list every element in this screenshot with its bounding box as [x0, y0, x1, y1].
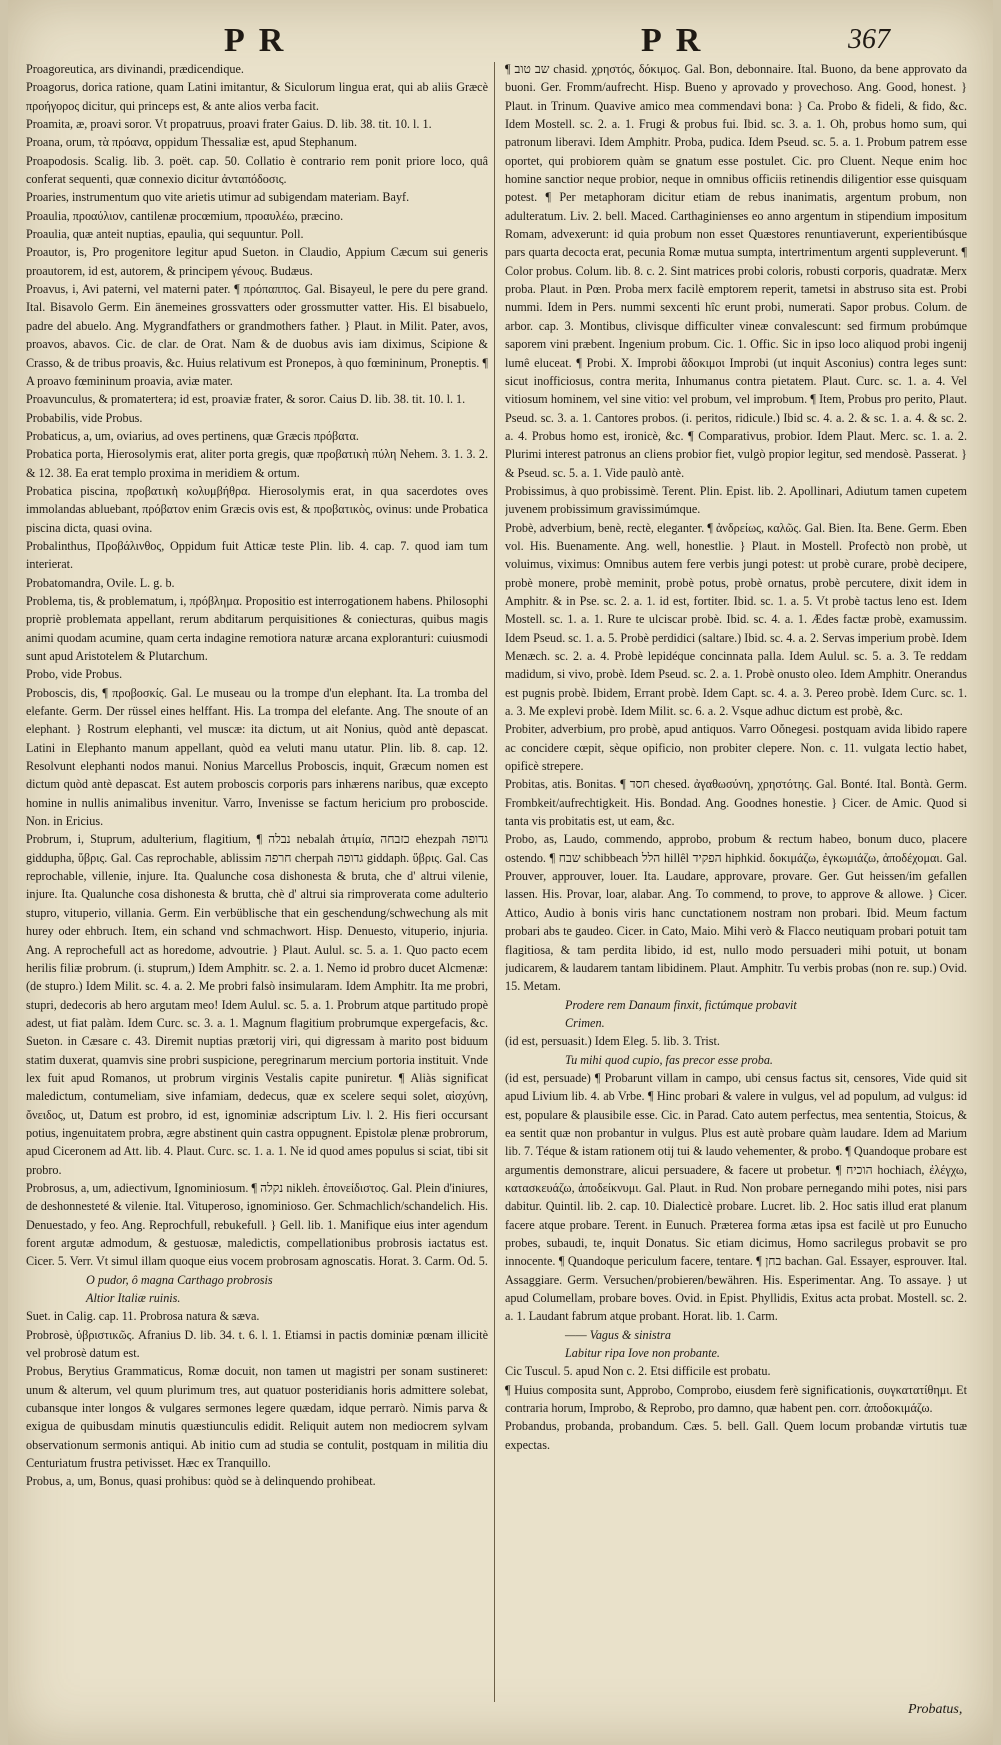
dictionary-entry: Probatica piscina, προβατικὴ κολυμβήθρα. Hierosolymis erat, in qua sacerdotes oves immolandas abluebant, πρόβατον enim Græcis ovis est, & προβατικὸς, ovinus: unde Probatica piscina dicta, quasi ovina. — [26, 483, 488, 535]
dictionary-entry: Proaulia, προαύλιον, cantilenæ procœmium, προαυλέω, præcino. — [26, 208, 344, 223]
dictionary-entry: Proautor, is, Pro progenitore legitur apud Sueton. in Claudio, Appium Cæcum sui generis proautorem, id est, autorem, & principem γένους. Budæus. — [26, 245, 488, 278]
page-header — [8, 8, 993, 58]
verse-line: Altior Italiæ ruinis. — [86, 1291, 181, 1306]
dictionary-entry: Proapodosis. Scalig. lib. 3. poët. cap. 50. Collatio è contrario rem ponit priore loco, quâ conferat sequenti, quæ connexio dicitur ἀνταπόδοσις. — [26, 153, 488, 187]
dictionary-entry: ¶ Huius composita sunt, Approbo, Comprobo, eiusdem ferè significationis, συγκατατίθημι. Et contraria horum, Improbo, & Reprobo, pro damno, quæ habent pen. corr. ἀποδοκιμάζω. — [505, 1382, 967, 1416]
dictionary-entry: Proavus, i, Avi paterni, vel materni pater. ¶ πρόπαππος. Gal. Bisayeul, le pere du pere grand. Ital. Bisavolo Germ. Ein änemeines grossvatters oder grossmutter vatter. His. El bisabuelo, padre del abuelo. Ang. Mygrandfathers or grandmothers father. } Plaut. in Milit. Pater, avos, proavos, abavos. Cic. de clar. de Orat. Nam & de duobus avis iam diximus, Scipione & Crasso, & de tribus proavis, &c. Huius relativum est Pronepos, à quo fœmininum, Proneptis. ¶ A proavo fœmininum proavia, aviæ mater. — [26, 282, 488, 388]
dictionary-entry: Probus, Berytius Grammaticus, Romæ docuit, non tamen ut magistri per sonam sustineret: unum & alterum, vel quum plurimum tres, aut quatuor posteridianis horis admittere solebat, cubansque inter longos & vulgares sermones legere quædam, idque perrarò. Nimis parva & exigua de quibusdam minutis quæstiunculis edidit. Reliquit autem non mediocrem sylvam observationum sermonis antiqui. Ab initio cum ad studia se contulit, postquam in militia diu Centuriatum frustra petivisset. Hæc ex Tranquillo. — [26, 1364, 488, 1471]
dictionary-page — [8, 0, 993, 1745]
dictionary-entry: ¶ שב טוב chasid. χρηστός, δόκιμος. Gal. Bon, debonnaire. Ital. Buono, da bene approvato da buoni. Ger. Fromm/aufrecht. Hisp. Bueno y aprovado y provechoso. Ang. Good, honest. } Plaut. in Trinum. Quavive amico mea commendavi bona: } Ca. Probo & fideli, & fido, &c. Idem Mostell. sc. 2. a. 1. Frugi & probus fui. Ibid. sc. 3. a. 1. Oh, probus homo sum, qui patronum liberavi. Idem Amphitr. Proba, pudica. Idem Pseud. sc. 5. a. 1. Probum patrem esse oportet, qui probiorem quàm se gnatum esse postulet. Cic. pro Cluent. Neque enim hoc homine sanctior neque probior, neque in omnibus officiis retinendis diligentior esse quisquam potest. ¶ Per metaphoram dicitur etiam de rebus inanimatis, argentum probum, non adulteratum. Liv. 2. bell. Maced. Carthaginienses eo anno argentum in stipendium impositum Romam, advexerunt: id quia probum non esset Quæstores renuntiaverunt, experientibúsque pars quarta decocta erat, pecunia Romæ mutua sumpta, intertrimentum argenti suppleverunt. ¶ Color probus. Colum. lib. 8. c. 2. Sint matrices probi coloris, robusti corporis, quadratæ. Merx proba. Plaut. in Pœn. Proba merx facilè emptorem reperit, tametsi in abstruso sita est. Probi nummi. Idem in Pers. nummi sexcenti hîc erunt probi, numerati. Sapor probus. Colum. de arbor. cap. 3. Montibus, clivisque difficulter vineæ convalescunt: sed firmum probúmque saporem vini præbent. Ingenium probum. Cic. 1. Offic. Sic in ipso loco aliquod probi ingenij lumê eluceat. ¶ Probi. X. Improbi ἄδοκιμοι Improbi (ut inquit Asconius) contra leges sunt: sicut inofficiosus, contra merita, Inhumanus contra pietatem. Plaut. Curc. sc. 1. a. 4. Vel vitiosum hominem, vel sine vitio: vel probum, vel improbum. ¶ Item, Probus pro perito, Plaut. Pseud. sc. 3. a. 1. Cantores probos. (i. peritos, ridicule.) Ibid sc. 4. a. 2. & sc. 1. a. 4. & sc. 2. a. 4. Probus homo est, ironicè, &c. ¶ Comparativus, probior. Idem Plaut. Merc. sc. 1. a. 2. Plurimi interest patronus an cliens probior fiet, vulgò propior legitur, sed mendosè. Passerat. } & Pseud. sc. 5. a. 1. Vide paulò antè. — [505, 62, 967, 480]
page-number: 367 — [848, 24, 890, 55]
dictionary-entry: Probè, adverbium, benè, rectè, eleganter. ¶ ἀνδρείως, καλῶς. Gal. Bien. Ita. Bene. Germ. Eben vol. His. Buenamente. Ang. well, honestlie. } Plaut. in Mostell. Profectò non probè, ut voluimus, viximus: Omnibus autem fere verbis jungi potest: ut probè curare, probè decipere, probè monere, probè meminit, probè potus, probè ornatus, probè percutere, dixit idem in Amphitr. & in Pse. sc. 2. a. 1. id est, fortiter. Ibid. sc. 1. a. 5. Vt probè tactus leno est. Idem Mostell. sc. 1. a. 1. Rure te ulciscar probè. Ibid. sc. 4. a. 1. Ædes factæ probè, examussim. Idem Pseud. sc. 1. a. 5. Probè perdidici (saltare.) Ibid. sc. 4. a. 2. Servas imperium probè. Idem Menæch. sc. 2. a. 4. Probè lepidéque concinnata palla. Idem Aulul. sc. 5. a. 3. Te reddam madidum, si vivo, probè. Idem Pseud. sc. 2. a. 1. Probè onusto oleo. Idem Amphitr. Onerandus est pugnis probè. Ibidem, Errant probè. Idem Capt. sc. 4. a. 3. Pereo probè. Idem Curc. sc. 1. a. 3. Me explevi probè. Idem Milit. sc. 6. a. 2. Vsque adhuc dictum est probè, &c. — [505, 520, 967, 719]
dictionary-entry: Proaries, instrumentum quo vite arietis utimur ad subigendam materiam. Bayf. — [26, 190, 410, 205]
dictionary-entry: Proboscis, dis, ¶ προβοσκίς. Gal. Le museau ou la trompe d'un elephant. Ita. La tromba del elefante. Germ. Der rüssel eines helffant. His. La trompa del elefante. Ang. The snoute of an elephant. } Rostrum elephanti, vel muscæ: ita dictum, ut ait Nonius, quòd antè depascat. Latini in Elephanto manum appellant, quòd ea veluti manu utatur. Plin. lib. 8. cap. 12. Resolvunt elephanti nodos manui. Nonius Marcellus Proboscis, inquit, Græcum nomen est dictum quòd antè depascat. Est autem proboscis corporis pars inhærens naribus, quæ excepto homine in nullis animalibus invenitur. Varro, Invenisse se factum hericium pro proboscide. Non. in Ericius. — [26, 685, 488, 829]
dictionary-entry: Probus, a, um, Bonus, quasi prohibus: quòd se à delinquendo prohibeat. — [26, 1474, 376, 1489]
right-column — [505, 60, 967, 1715]
verse-line: O pudor, ô magna Carthago probrosis — [86, 1272, 273, 1287]
dictionary-entry: Probrosè, ὑβριστικῶς. Afranius D. lib. 34. t. 6. l. 1. Etiamsi in pactis dominiæ pœnam illicitè vel probrosè datum est. — [26, 1327, 488, 1361]
dictionary-entry: Probrum, i, Stuprum, adulterium, flagitium, ¶ נבלה nebalah ἀτιμία, כזבחה ehezpah גדופה giddupha, ὕβρις. Gal. Cas reprochable, ablissim חרפה cherpah גדופה giddaph. ὕβρις. Gal. Cas reprochable, villenie, injure. Ita. Qualunche cosa dishonesta & bruta, che d' altrui vilenie, injure. Ita. Qualunche cosa dishonesta & brutta, chè d' altrui sia rimproverata come adulterio stupro, vituperio, villania. Germ. Ein verbüblische that ein geschendung/schwechung als mit hurey oder ehbruch. Item, ein schand vnd schmachwort. Hisp. Denuesto, vituperio, injuria. Ang. A reprochefull act as horedome, advoutrie. } Plaut. Aulul. sc. 5. a. 1. Quo pacto ecem herilis filiæ probrum. (i. stuprum,) Idem Amphitr. sc. 2. a. 1. Nemo id probro ducet Alcmenæ: (de stupro.) Idem Milit. sc. 4. a. 2. Me probri falsò insimularam. Idem Amphitr. Ita me probri, stupri, dedecoris ab hero argutam meo! Idem Aulul. sc. 5. a. 1. Probrum atque partitudo propè adest, ut fiat palàm. Idem Curc. sc. 3. a. 1. Magnum flagitium probrumque expergefacis, &c. Sueton. in Cæsare c. 43. Diremit nuptias prætorij viri, qui digressam à marito post biduum statim duxerat, quamvis sine probri suspicione, peregrinarum mercium portoria instituit. Vnde lex fuit apud Romanos, ut probrum virginis Vestalis capite puniretur. ¶ Aliàs significat maledictum, contumeliam, sive infamiam, dedecus, quæ ex scelere sequi solet, αἰσχύνη, ὄνειδος, ut, Datum est probro, id est, ignominiæ adscriptum Liv. l. 2. His fieri occursant potius, ingenuitatem probra, ægre abstinent quin castra oppugnent. Epistolæ plenæ probrorum, apud Ciceronem ad Att. lib. 4. Plaut. Curc. sc. 1. a. 1. Ne id quod ames populus si sciat, tibi sit probro. — [26, 832, 488, 1177]
dictionary-entry: Probiter, adverbium, pro probè, apud antiquos. Varro Oὄnegesi. postquam avida libido rapere ac concidere cœpit, sèque opificio, non probiter clepere. Non. c. 11. vulgata lectio habet, opificè strepere. — [505, 722, 967, 774]
left-column — [26, 60, 488, 1715]
catchword: Probatus, — [908, 1702, 963, 1717]
dictionary-entry: (id est, persuasit.) Idem Eleg. 5. lib. 3. Trist. — [505, 1034, 720, 1049]
dictionary-entry: Probo, as, Laudo, commendo, approbo, probum & rectum habeo, bonum duco, placere ostendo. ¶ שבח schibbeach הלל hillêl הפקיד hiphkid. δοκιμάζω, ἐγκωμιάζω, ἀποδέχομαι. Gal. Prouver, approuver, louer. Ita. Laudare, approvare, provare. Ger. Gut heissen/im gefallen lassen. His. Provar, loar, alabar. Ang. To commend, to prove, to approve & allowe. } Cicer. Attico, Audio à bonis viris hanc cunctationem nostram non probari. Ibid. Meum factum probari abs te gaudeo. Cicer. in Cato, Maio. Mihi verò & Flacco neutiquam probari potuit tam flagitiosa, & tam perdita libido, id est, nullo modo persuaderi mihi potuit, ut bonam judicarem, & laudarem tantam libidinem. Plaut. Amphitr. Tu verbis probas (non re. sup.) Ovid. 15. Metam. — [505, 832, 967, 994]
left-running-head: PR — [224, 22, 298, 59]
verse-line: Prodere rem Danaum finxit, fictúmque probavit — [565, 997, 797, 1012]
dictionary-entry: Probissimus, à quo probissimè. Terent. Plin. Epist. lib. 2. Apollinari, Adiutum tamen cupetem juvenem probissimum gravissimúmque. — [505, 483, 967, 517]
dictionary-entry: Probatomandra, Ovile. L. g. b. — [26, 575, 175, 590]
right-running-head: PR — [641, 22, 715, 59]
dictionary-entry: Probrosus, a, um, adiectivum, Ignominiosum. ¶ נקלה nikleh. ἐπονείδιστος. Gal. Plein d'iniures, de deshonnesteté & vilenie. Ital. Vituperoso, ignominioso. Ger. Schmachlich/schandelich. His. Denuestado, y feo. Ang. Reprochfull, rebukefull. } Gell. lib. 1. Manifique eius inter agendum forent argutæ admodum, & gestuosæ, maledictis, compellationibus probrosis iactatus est. Cicer. 5. Verr. Vt simul illam quoque eius vocem probrosam agnoscatis. Horat. 3. Carm. Od. 5. — [26, 1180, 488, 1269]
dictionary-entry: Proaulia, quæ anteit nuptias, epaulia, qui sequuntur. Poll. — [26, 227, 304, 242]
verse-line: —— Vagus & sinistra — [565, 1327, 671, 1342]
dictionary-entry: (id est, persuade) ¶ Probarunt villam in campo, ubi census factus sit, censores, Vide quid sit apud Livium lib. 4. ab Vrbe. ¶ Hinc probari & valere in vulgus, vel ad populum, ad vulgus: id est, populare & plausibile esse. Cic. in Parad. Cato autem perfectus, mea sententia, Stoicus, & ea sentit quæ non probantur in vulgus. Plus est autè probare quàm laudare. Idem ad Marium lib. 7. Téque & istam rationem otij tui & laudo vehementer, & probo. ¶ Quandoque probare est argumentis demonstrare, alicui persuadere, & facere ut probetur. ¶ הוכיח hochiach, ἐλέγχω, κατασκευάζω, ἀποδείκνυμι. Gal. Plaut. in Rud. Non probare pernegando mihi potes, nisi pars dabitur. Quintil. lib. 2. cap. 10. Dialecticè probare. Lucret. lib. 2. Hoc satis illud erat planum facere atque probare. Terent. in Eunuch. Præterea forma ætas ipsa est facilè ut pro Eunucho probes, subaudi, te, inquit Donatus. Sic etiam dicimus, Homo sacrilegus probavit se pro innocente. ¶ Quandoque periculum facere, tentare. ¶ בחן bachan. Gal. Essayer, esprouver. Ital. Assaggiare. Germ. Versuchen/probieren/bewähren. His. Esperimentar. Ang. To assaye. } ut apud Columellam, probare boves. Ovid. in Epist. Phyllidis, Exitus acta probat. Mostell. sc. 2. a. 1. Laudant fabrum atque probant. Horat. lib. 1. Carm. — [505, 1070, 967, 1324]
dictionary-entry: Proavunculus, & promatertera; id est, proaviæ frater, & soror. Caius D. lib. 38. tit. 10. l. 1. — [26, 392, 466, 407]
dictionary-entry: Proamita, æ, proavi soror. Vt propatruus, proavi frater Gaius. D. lib. 38. tit. 10. l. 1. — [26, 117, 432, 132]
dictionary-entry: Proana, orum, τὰ πρόανα, oppidum Thessaliæ est, apud Stephanum. — [26, 135, 357, 150]
dictionary-entry: Cic Tuscul. 5. apud Non c. 2. Etsi difficile est probatu. — [505, 1364, 771, 1379]
dictionary-entry: Probaticus, a, um, oviarius, ad oves pertinens, quæ Græcis πρόβατα. — [26, 428, 359, 443]
dictionary-entry: Proagorus, dorica ratione, quam Latini imitantur, & Siculorum lingua erat, qui ab aliis Græcè προήγορος dicitur, qui princeps est, & ante alios verba facit. — [26, 80, 488, 113]
dictionary-entry: Probo, vide Probus. — [26, 667, 123, 682]
verse-line: Crimen. — [565, 1015, 605, 1030]
dictionary-entry: Probatica porta, Hierosolymis erat, aliter porta gregis, quæ προβατικὴ πύλη Nehem. 3. 1. 3. 2. & 12. 38. Ea erat templo proxima in meridiem & ortum. — [26, 447, 488, 480]
column-divider — [494, 62, 495, 1702]
dictionary-entry: Probabilis, vide Probus. — [26, 410, 143, 425]
verse-line: Tu mihi quod cupio, fas precor esse proba. — [565, 1052, 773, 1067]
dictionary-entry: Suet. in Calig. cap. 11. Probrosa natura & sæva. — [26, 1309, 260, 1324]
dictionary-entry: Probitas, atis. Bonitas. ¶ חסד chesed. ἀγαθωσύνη, χρηστότης. Gal. Bonté. Ital. Bontà. Germ. Frombkeit/aufrechtigkeit. His. Bondad. Ang. Goodnes honestie. } Cicer. de Amic. Quod si tanta vis probitatis est, ut eam, &c. — [505, 777, 967, 829]
dictionary-entry: Proagoreutica, ars divinandi, prædicendique. — [26, 62, 244, 76]
dictionary-entry: Probalinthus, Προβάλινθος, Oppidum fuit Atticæ teste Plin. lib. 4. cap. 7. quod iam tum interierat. — [26, 538, 488, 572]
verse-line: Labitur ripa Iove non probante. — [565, 1346, 720, 1361]
dictionary-entry: Problema, tis, & problematum, i, πρόβλημα. Propositio est interrogationem habens. Philosophi propriè problemata appellant, rerum abditarum perquisitiones & coniecturas, quibus magis animi quodam acumine, quam certa indagine remotiora naturæ arcana exploranturi: cuiusmodi sunt apud Aristotelem & Plutarchum. — [26, 593, 488, 663]
dictionary-entry: Probandus, probanda, probandum. Cæs. 5. bell. Gall. Quem locum probandæ virtutis tuæ expectas. — [505, 1419, 967, 1452]
